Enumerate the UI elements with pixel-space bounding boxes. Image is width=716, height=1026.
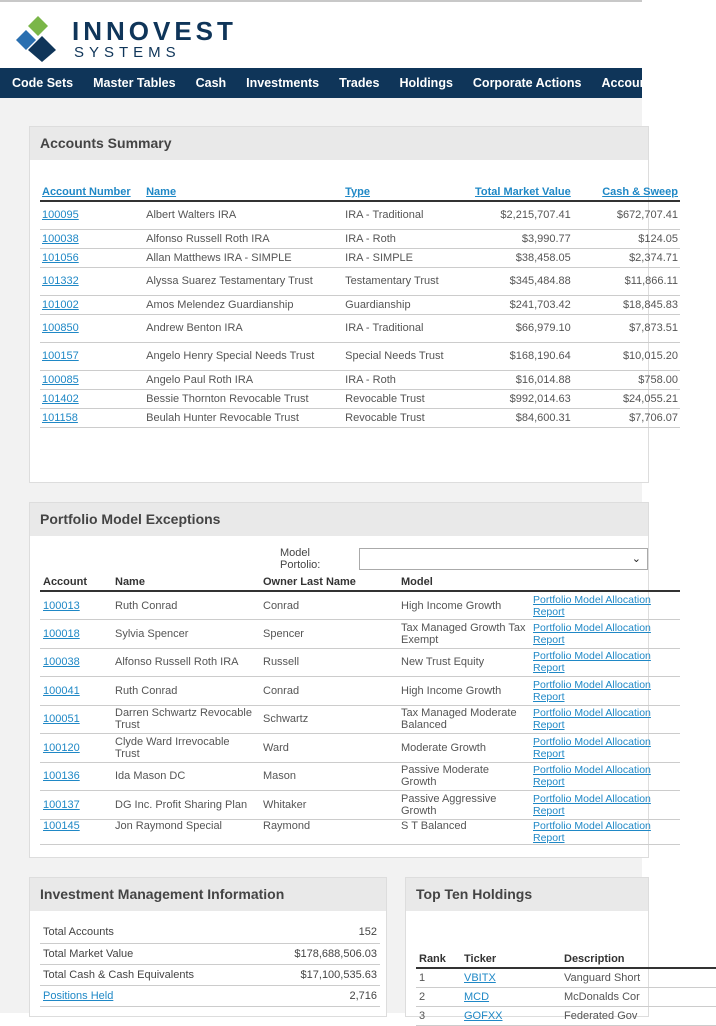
table-row[interactable] (40, 201, 680, 229)
account-link[interactable]: 100018 (43, 627, 80, 640)
col-rank: Rank (416, 950, 461, 968)
innovest-logo-icon (16, 14, 60, 62)
allocation-report-link-cell (530, 677, 680, 706)
main-nav (0, 68, 655, 98)
total-market-value: $345,484.88 (509, 275, 571, 287)
ticker-link[interactable]: MCD (464, 990, 490, 1003)
account-type-cell (343, 342, 471, 370)
account-number-link-cell (40, 370, 144, 389)
allocation-report-link-cell (530, 819, 680, 844)
account-name: Ida Mason DC (115, 770, 186, 783)
col-report (530, 573, 680, 591)
account-name: Sylvia Spencer (115, 627, 189, 640)
info-value-cell (257, 922, 380, 943)
total-market-value: $2,215,707.41 (500, 209, 571, 222)
holding-description: McDonalds Cor (564, 990, 640, 1003)
model-name: Tax Managed Moderate Balanced (401, 707, 517, 732)
total-market-value-cell (471, 408, 573, 427)
top-ten-holdings-table (416, 950, 716, 1026)
holding-rank-cell (416, 1006, 461, 1025)
ticker-link-cell (461, 968, 561, 987)
account-type-cell (343, 267, 471, 295)
info-value: 152 (358, 926, 377, 939)
allocation-report-link-cell (530, 734, 680, 763)
table-row (40, 591, 680, 620)
account-type-cell (343, 370, 471, 389)
total-market-value: $3,990.77 (521, 232, 571, 245)
holding-description: Vanguard Short (564, 971, 641, 984)
info-label-cell (40, 943, 257, 964)
account-name-cell (144, 370, 343, 389)
cash-sweep: $2,374.71 (629, 251, 678, 264)
holding-description-cell (561, 987, 716, 1006)
account-name: Allan Matthews IRA - SIMPLE (146, 251, 292, 264)
cash-sweep-cell (573, 229, 680, 248)
info-row (40, 964, 380, 985)
account-number-link-cell (40, 267, 144, 295)
cash-sweep: $7,706.07 (629, 411, 678, 424)
table-row (40, 705, 680, 734)
account-type: IRA - Roth (345, 232, 396, 245)
allocation-report-link[interactable]: Portfolio Model Allocation Report (533, 792, 651, 817)
cash-sweep-cell (573, 295, 680, 314)
info-value: 2,716 (349, 989, 377, 1002)
account-type-cell (343, 408, 471, 427)
owner-last-name-cell (260, 591, 398, 620)
info-value: $17,100,535.63 (300, 968, 377, 981)
table-row[interactable] (40, 229, 680, 248)
account-name: Alyssa Suarez Testamentary Trust (146, 275, 313, 287)
account-name-cell (144, 267, 343, 295)
account-type-cell (343, 314, 471, 342)
allocation-report-link-cell (530, 591, 680, 620)
total-market-value: $992,014.63 (509, 392, 571, 405)
col-type[interactable]: Type (343, 171, 471, 201)
account-type: Revocable Trust (345, 411, 425, 424)
total-market-value: $84,600.31 (515, 411, 571, 424)
model-portfolio-label: Model Portolio: (280, 547, 321, 571)
info-value: $178,688,506.03 (294, 947, 377, 960)
owner-last-name-cell (260, 819, 398, 844)
account-name: Amos Melendez Guardianship (146, 298, 294, 311)
account-name: Albert Walters IRA (146, 209, 237, 222)
accounts-summary-panel (29, 126, 678, 483)
brand-tagline: SYSTEMS (74, 44, 181, 61)
account-name: Bessie Thornton Revocable Trust (146, 392, 309, 405)
total-market-value-cell (471, 267, 573, 295)
model-name-cell (398, 620, 530, 649)
info-label-cell (40, 985, 257, 1006)
account-number-link[interactable]: 101056 (42, 251, 79, 264)
ticker-link-cell (461, 1006, 561, 1025)
portfolio-model-exceptions-title: Portfolio Model Exceptions (30, 503, 648, 536)
model-portfolio-select[interactable] (359, 548, 648, 570)
account-name-cell (144, 248, 343, 267)
account-number-link-cell (40, 389, 144, 408)
account-number-link[interactable]: 101332 (42, 275, 79, 287)
model-name: Tax Managed Growth Tax Exempt (401, 621, 526, 646)
model-name: Moderate Growth (401, 741, 486, 754)
nav-master-tables[interactable]: Master Tables (93, 76, 176, 90)
table-row[interactable] (40, 267, 680, 295)
total-market-value-cell (471, 389, 573, 408)
table-row[interactable] (40, 248, 680, 267)
col-ticker: Ticker (461, 950, 561, 968)
cash-sweep-cell (573, 389, 680, 408)
holding-rank-cell (416, 968, 461, 987)
ticker-link[interactable]: VBITX (464, 971, 496, 984)
table-row (40, 791, 680, 820)
table-row (40, 762, 680, 791)
account-link[interactable]: 100137 (43, 798, 80, 811)
model-name-cell (398, 648, 530, 677)
nav-holdings[interactable]: Holdings (399, 76, 453, 90)
allocation-report-link[interactable]: Portfolio Model Allocation Report (533, 593, 651, 618)
table-header-row (40, 573, 680, 591)
account-type: Guardianship (345, 298, 411, 311)
dashboard-content (0, 98, 678, 1022)
ticker-link-cell (461, 987, 561, 1006)
owner-last-name: Schwartz (263, 713, 309, 726)
holding-description: Federated Gov (564, 1009, 638, 1022)
table-row (416, 968, 716, 987)
owner-last-name: Mason (263, 770, 297, 783)
info-label-link[interactable]: Positions Held (43, 989, 114, 1002)
account-name-cell (112, 648, 260, 677)
portfolio-model-exceptions-panel (29, 502, 649, 858)
model-name: Passive Moderate Growth (401, 764, 490, 789)
col-account-number[interactable]: Account Number (40, 171, 144, 201)
col-model: Model (398, 573, 530, 591)
brand-name: INNOVEST (72, 16, 237, 46)
account-link[interactable]: 100013 (43, 599, 80, 612)
holding-rank-cell (416, 987, 461, 1006)
account-name-cell (144, 408, 343, 427)
account-name: Angelo Henry Special Needs Trust (146, 350, 315, 362)
account-number-link[interactable]: 101158 (42, 411, 78, 424)
table-row[interactable] (40, 295, 680, 314)
investment-management-title: Investment Management Information (30, 878, 386, 911)
table-row (40, 677, 680, 706)
nav-code-sets[interactable]: Code Sets (12, 76, 74, 90)
account-number-link-cell (40, 295, 144, 314)
holding-rank: 2 (419, 990, 426, 1003)
info-row (40, 922, 380, 943)
col-owner-last-name: Owner Last Name (260, 573, 398, 591)
account-link-cell (40, 648, 112, 677)
allocation-report-link-cell (530, 648, 680, 677)
allocation-report-link[interactable]: Portfolio Model Allocation Report (533, 621, 651, 646)
owner-last-name: Whitaker (263, 798, 307, 811)
table-header-row (40, 171, 680, 201)
col-account: Account (40, 573, 112, 591)
account-link[interactable]: 100041 (43, 684, 80, 697)
model-portfolio-filter (280, 547, 648, 571)
allocation-report-link-cell (530, 620, 680, 649)
table-row (40, 648, 680, 677)
cash-sweep: $124.05 (638, 232, 678, 245)
cash-sweep: $7,873.51 (629, 322, 678, 334)
cash-sweep: $758.00 (638, 373, 678, 386)
total-market-value: $66,979.10 (515, 322, 571, 334)
account-name-cell (112, 677, 260, 706)
accounts-summary-table (40, 171, 680, 428)
nav-corporate-actions[interactable]: Corporate Actions (472, 76, 582, 90)
model-name-cell (398, 734, 530, 763)
account-type-cell (343, 389, 471, 408)
total-market-value: $38,458.05 (515, 251, 571, 264)
account-link[interactable]: 100038 (43, 656, 80, 669)
total-market-value-cell (471, 201, 573, 229)
account-link-cell (40, 620, 112, 649)
account-number-link[interactable]: 100157 (42, 350, 79, 362)
account-name-cell (112, 591, 260, 620)
allocation-report-link[interactable]: Portfolio Model Allocation Report (533, 707, 651, 732)
account-number-link[interactable]: 100085 (42, 373, 79, 386)
investment-management-panel (29, 877, 387, 1017)
owner-last-name: Conrad (263, 684, 300, 697)
table-row (40, 620, 680, 649)
model-name-cell (398, 705, 530, 734)
chevron-down-icon: ⌄ (631, 553, 641, 565)
owner-last-name-cell (260, 620, 398, 649)
table-row[interactable] (40, 370, 680, 389)
total-market-value: $241,703.42 (509, 298, 571, 311)
allocation-report-link[interactable]: Portfolio Model Allocation Report (533, 735, 651, 760)
info-label-cell (40, 964, 257, 985)
account-name: Beulah Hunter Revocable Trust (146, 411, 299, 424)
account-number-link-cell (40, 342, 144, 370)
owner-last-name-cell (260, 791, 398, 820)
cash-sweep-cell (573, 370, 680, 389)
cash-sweep-cell (573, 267, 680, 295)
table-header-row (416, 950, 716, 968)
account-type-cell (343, 229, 471, 248)
total-market-value-cell (471, 342, 573, 370)
account-name-cell (112, 734, 260, 763)
account-number-link-cell (40, 201, 144, 229)
allocation-report-link-cell (530, 791, 680, 820)
model-name-cell (398, 591, 530, 620)
account-link[interactable]: 100136 (43, 770, 80, 783)
account-type: IRA - SIMPLE (345, 251, 413, 264)
owner-last-name-cell (260, 734, 398, 763)
model-name-cell (398, 762, 530, 791)
model-name: Passive Aggressive Growth (401, 792, 497, 817)
holding-description-cell (561, 968, 716, 987)
account-name: DG Inc. Profit Sharing Plan (115, 798, 248, 811)
account-number-link-cell (40, 408, 144, 427)
account-type: Testamentary Trust (345, 275, 439, 287)
portfolio-model-exceptions-table (40, 573, 680, 845)
account-name-cell (144, 314, 343, 342)
cash-sweep-cell (573, 248, 680, 267)
account-type: IRA - Roth (345, 373, 396, 386)
owner-last-name-cell (260, 705, 398, 734)
info-value-cell (257, 964, 380, 985)
total-market-value-cell (471, 370, 573, 389)
account-type-cell (343, 201, 471, 229)
account-number-link[interactable]: 100038 (42, 232, 79, 245)
ticker-link[interactable]: GOFXX (464, 1009, 503, 1022)
account-type-cell (343, 248, 471, 267)
total-market-value: $16,014.88 (515, 373, 571, 386)
model-name-cell (398, 677, 530, 706)
allocation-report-link[interactable]: Portfolio Model Allocation Report (533, 819, 651, 844)
allocation-report-link[interactable]: Portfolio Model Allocation Report (533, 650, 651, 675)
account-link-cell (40, 705, 112, 734)
allocation-report-link-cell (530, 705, 680, 734)
total-market-value-cell (471, 229, 573, 248)
col-name: Name (112, 573, 260, 591)
account-link-cell (40, 591, 112, 620)
table-row (416, 1006, 716, 1025)
owner-last-name: Conrad (263, 599, 300, 612)
allocation-report-link[interactable]: Portfolio Model Allocation Report (533, 678, 651, 703)
account-type: IRA - Traditional (345, 322, 424, 334)
col-name[interactable]: Name (144, 171, 343, 201)
model-name: High Income Growth (401, 599, 502, 612)
account-name-cell (112, 819, 260, 844)
nav-accounting[interactable]: Accounti (601, 76, 655, 90)
table-row (40, 734, 680, 763)
account-name: Ruth Conrad (115, 599, 178, 612)
account-number-link[interactable]: 101402 (42, 392, 79, 405)
model-name: High Income Growth (401, 684, 502, 697)
owner-last-name: Spencer (263, 627, 304, 640)
model-name: New Trust Equity (401, 656, 485, 669)
account-number-link[interactable]: 101002 (42, 298, 79, 311)
account-link-cell (40, 677, 112, 706)
account-link-cell (40, 791, 112, 820)
table-row[interactable] (40, 408, 680, 427)
holding-rank: 1 (419, 971, 426, 984)
investment-management-table (40, 922, 380, 1007)
table-row[interactable] (40, 342, 680, 370)
nav-investments[interactable]: Investments (246, 76, 320, 90)
owner-last-name-cell (260, 677, 398, 706)
total-market-value-cell (471, 314, 573, 342)
owner-last-name: Russell (263, 656, 300, 669)
cash-sweep: $11,866.11 (624, 275, 678, 287)
model-name-cell (398, 819, 530, 844)
cash-sweep: $672,707.41 (616, 209, 678, 222)
account-number-link[interactable]: 100095 (42, 209, 79, 222)
info-row (40, 985, 380, 1006)
cash-sweep: $18,845.83 (622, 298, 678, 311)
app-header (0, 2, 642, 68)
owner-last-name-cell (260, 648, 398, 677)
account-link-cell (40, 762, 112, 791)
owner-last-name: Ward (263, 741, 289, 754)
nav-trades[interactable]: Trades (339, 76, 380, 90)
account-number-link[interactable]: 100850 (42, 322, 79, 334)
account-name-cell (144, 342, 343, 370)
account-name: Alfonso Russell Roth IRA (115, 656, 239, 669)
owner-last-name: Raymond (263, 819, 311, 832)
account-link-cell (40, 734, 112, 763)
account-type: Revocable Trust (345, 392, 425, 405)
account-name-cell (112, 620, 260, 649)
cash-sweep-cell (573, 201, 680, 229)
info-value-cell (257, 943, 380, 964)
account-name-cell (112, 762, 260, 791)
account-name-cell (112, 705, 260, 734)
table-row[interactable] (40, 314, 680, 342)
table-row (416, 987, 716, 1006)
top-ten-holdings-title: Top Ten Holdings (406, 878, 648, 911)
account-name: Angelo Paul Roth IRA (146, 373, 254, 386)
nav-cash[interactable]: Cash (195, 76, 227, 90)
info-label: Total Cash & Cash Equivalents (43, 968, 195, 981)
cash-sweep-cell (573, 408, 680, 427)
account-name-cell (144, 389, 343, 408)
account-link-cell (40, 819, 112, 844)
cash-sweep: $24,055.21 (622, 392, 678, 405)
holding-rank: 3 (419, 1009, 426, 1022)
model-name-cell (398, 791, 530, 820)
account-name: Darren Schwartz Revocable Trust (115, 707, 252, 732)
account-name: Jon Raymond Special (115, 819, 223, 832)
account-name: Alfonso Russell Roth IRA (146, 232, 270, 245)
account-name: Ruth Conrad (115, 684, 178, 697)
account-number-link-cell (40, 229, 144, 248)
top-ten-holdings-panel (405, 877, 649, 1022)
info-row (40, 943, 380, 964)
account-type: IRA - Traditional (345, 209, 424, 222)
total-market-value: $168,190.64 (509, 350, 571, 362)
total-market-value-cell (471, 248, 573, 267)
cash-sweep-cell (573, 342, 680, 370)
account-name-cell (144, 229, 343, 248)
info-label: Total Market Value (43, 947, 134, 960)
account-link[interactable]: 100120 (43, 741, 80, 754)
table-row[interactable] (40, 389, 680, 408)
account-type-cell (343, 295, 471, 314)
account-number-link-cell (40, 248, 144, 267)
col-description: Description (561, 950, 716, 968)
account-name: Clyde Ward Irrevocable Trust (115, 735, 230, 760)
col-total-market-value[interactable]: Total Market Value (471, 171, 573, 201)
allocation-report-link-cell (530, 762, 680, 791)
account-number-link-cell (40, 314, 144, 342)
owner-last-name-cell (260, 762, 398, 791)
account-link[interactable]: 100145 (43, 819, 80, 832)
account-name-cell (112, 791, 260, 820)
account-name-cell (144, 295, 343, 314)
holding-description-cell (561, 1006, 716, 1025)
account-link[interactable]: 100051 (43, 713, 80, 726)
account-name-cell (144, 201, 343, 229)
info-label: Total Accounts (43, 926, 114, 939)
total-market-value-cell (471, 295, 573, 314)
accounts-summary-title: Accounts Summary (30, 127, 648, 160)
allocation-report-link[interactable]: Portfolio Model Allocation Report (533, 764, 651, 789)
col-cash-sweep[interactable]: Cash & Sweep (573, 171, 680, 201)
account-name: Andrew Benton IRA (146, 322, 243, 334)
cash-sweep-cell (573, 314, 680, 342)
cash-sweep: $10,015.20 (622, 350, 678, 362)
account-type: Special Needs Trust (345, 350, 444, 362)
info-value-cell (257, 985, 380, 1006)
info-label-cell (40, 922, 257, 943)
model-name: S T Balanced (401, 819, 467, 832)
table-row (40, 819, 680, 844)
